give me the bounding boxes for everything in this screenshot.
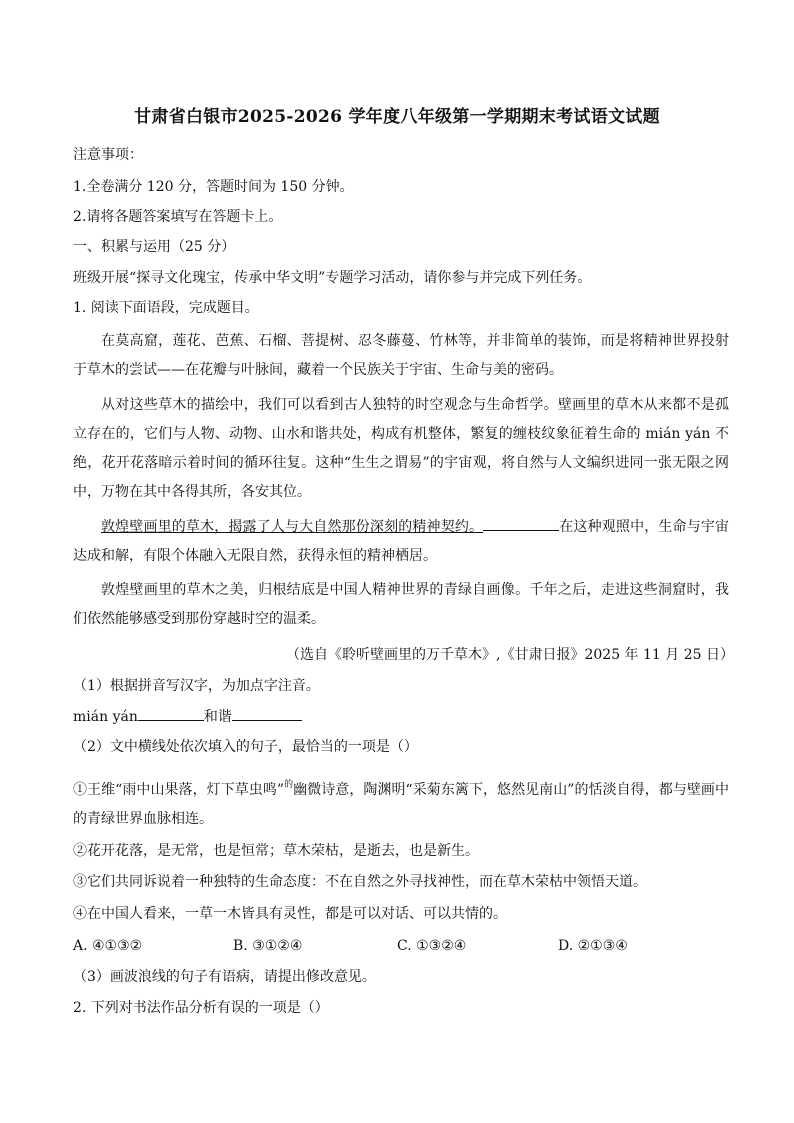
- activity-intro: 班级开展“探寻文化瑰宝，传承中华文明”专题学习活动，请你参与并完成下列任务。: [73, 270, 592, 286]
- question-2-stem: 2. 下列对书法作品分析有误的一项是（）: [73, 1000, 329, 1016]
- choice-a[interactable]: A. ④①③②: [73, 938, 143, 954]
- word-answer-blank[interactable]: [232, 706, 302, 721]
- passage-paragraph-2: 从对这些草木的描绘中，我们可以看到古人独特的时空观念与生命哲学。壁画里的草木从来都不是孤立存在的，它们与人物、动物、山水和谐共处，构成有机整体，繁复的缠枝纹象征着生命的 mián yán 不绝，花开花落暗示着时间的循环往复。这种“生生之谓易”的宇宙观，将自然与人文编织进同一张无限之网中，万物在其中各得其所，各安其位。: [73, 397, 729, 500]
- superscript-char: 的: [284, 780, 294, 790]
- section-heading: 一、积累与运用（25 分）: [73, 239, 236, 255]
- notes-item-1: 1.全卷满分 120 分，答题时间为 150 分钟。: [73, 179, 354, 195]
- word-label: 和谐: [203, 709, 232, 725]
- sentence-option-1: [73, 771, 729, 834]
- notes-heading: 注意事项：: [73, 147, 143, 163]
- passage-paragraph-1: 在莫高窟，莲花、芭蕉、石榴、菩提树、忍冬藤蔓、竹林等，并非简单的装饰，而是将精神世界投射于草木的尝试——在花瓣与叶脉间，藏着一个民族关于宇宙、生命与美的密码。: [73, 333, 729, 378]
- passage-paragraph-4: 敦煌壁画里的草木之美，归根结底是中国人精神世界的青绿自画像。千年之后，走进这些洞窟时，我们依然能够感受到那份穿越时空的温柔。: [73, 582, 729, 627]
- passage-paragraph-3: [73, 513, 729, 571]
- passage-source: （选自《聆听壁画里的万千草木》,《甘肃日报》2025 年 11 月 25 日）: [286, 647, 734, 663]
- page-title: 甘肃省白银市2025-2026 学年度八年级第一学期期末考试语文试题: [134, 107, 660, 127]
- sub-question-1: （1）根据拼音写汉字，为加点字注音。: [73, 678, 320, 694]
- sentence-1-lead: ①王维“雨中山果落，灯下草虫鸣”: [73, 782, 285, 798]
- sub-question-2: （2）文中横线处依次填入的句子，最恰当的一项是（）: [73, 739, 418, 755]
- sub-question-3: （3）画波浪线的句子有语病，请提出修改意见。: [73, 969, 376, 985]
- paragraph-3-tail: 在这种观照中，生命与宇宙达成和解，有限个体融入无限自然，获得永恒的精神栖居。: [73, 519, 730, 564]
- fill-blank: [483, 516, 559, 531]
- question-1-stem: 1. 阅读下面语段，完成题目。: [73, 300, 259, 316]
- sentence-option-3: ③它们共同诉说着一种独特的生命态度：不在自然之外寻找神性，而在草木荣枯中领悟天道。: [73, 874, 647, 890]
- underlined-sentence: 敦煌壁画里的草木，揭露了人与大自然那份深刻的精神契约。: [101, 519, 484, 535]
- choice-c[interactable]: C. ①③②④: [397, 938, 467, 954]
- sub-question-1-answers: [73, 706, 302, 727]
- sentence-option-4: ④在中国人看来，一草一木皆具有灵性，都是可以对话、可以共情的。: [73, 906, 507, 922]
- sentence-option-2: ②花开花落，是无常，也是恒常；草木荣枯，是逝去，也是新生。: [73, 843, 479, 859]
- pinyin-answer-blank[interactable]: [138, 706, 204, 721]
- notes-item-2: 2.请将各题答案填写在答题卡上。: [73, 209, 283, 225]
- choice-d[interactable]: D. ②①③④: [558, 938, 628, 954]
- sentence-1-tail: 幽微诗意，陶渊明“采菊东篱下，悠然见南山”的恬淡自得，都与壁画中的青绿世界血脉相连。: [73, 782, 729, 827]
- pinyin-label: mián yán: [73, 709, 138, 725]
- choice-b[interactable]: B. ③①②④: [233, 938, 303, 954]
